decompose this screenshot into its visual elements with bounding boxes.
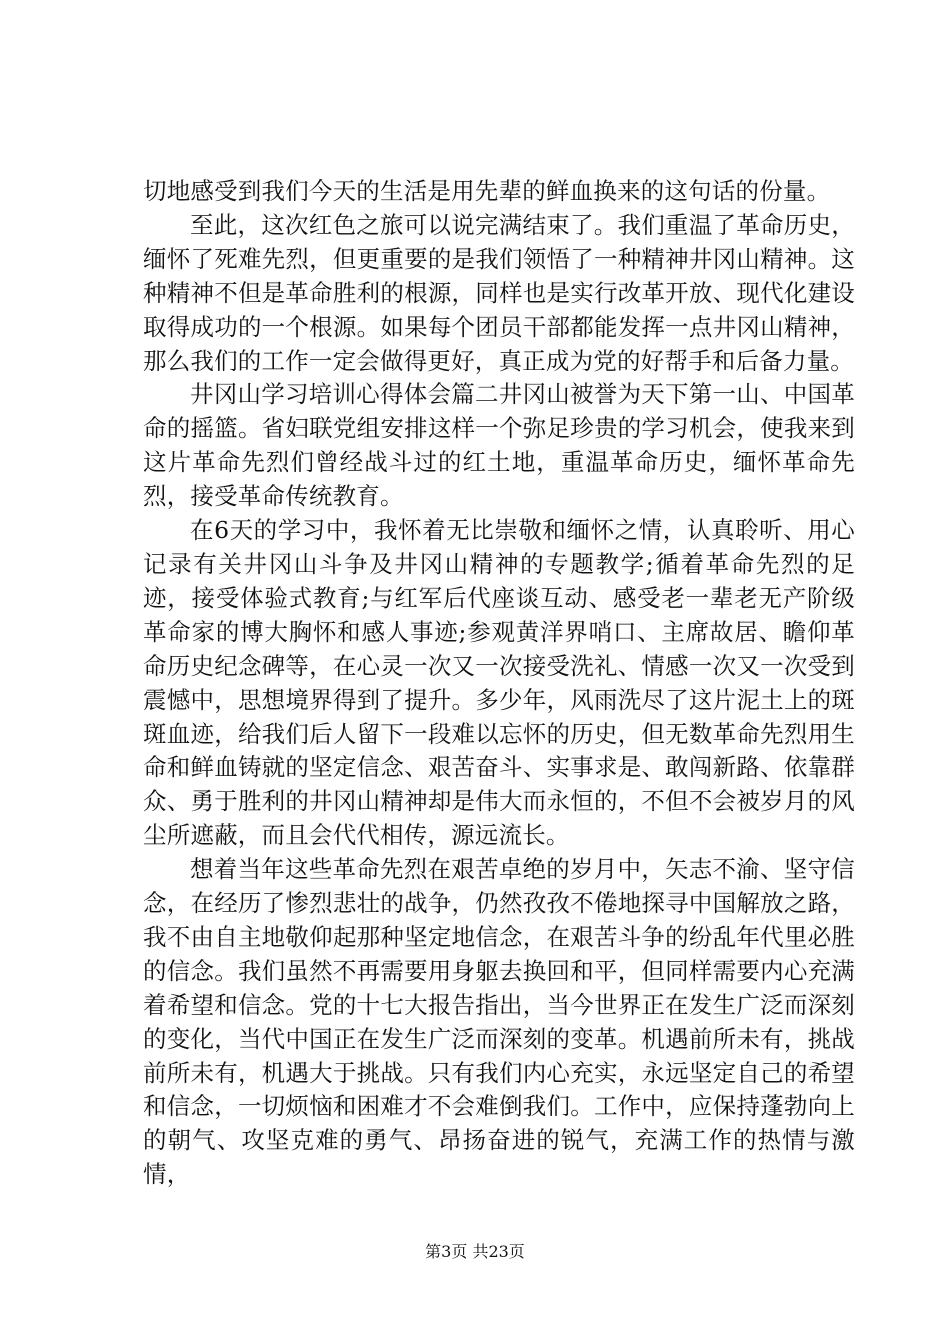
paragraph-continued: 切地感受到我们今天的生活是用先辈的鲜血换来的这句话的份量。 [143, 177, 831, 205]
paragraph: 井冈山学习培训心得体会篇二井冈山被誉为天下第一山、中国革命的摇篮。省妇联党组安排这样一个弥足珍贵的学习机会，使我来到这片革命先烈们曾经战斗过的红土地，重温革命历史，缅怀革命先烈，接受革命传统教育。 [143, 380, 855, 511]
paragraph: 想着当年这些革命先烈在艰苦卓绝的岁月中，矢志不渝、坚守信念，在经历了惨烈悲壮的战争，仍然孜孜不倦地探寻中国解放之路，我不由自主地敬仰起那种坚定地信念，在艰苦斗争的纷乱年代里必胜的信念。我们虽然不再需要用身躯去换回和平，但同样需要内心充满着希望和信念。党的十七大报告指出，当今世界正在发生广泛而深刻的变化，当代中国正在发生广泛而深刻的变革。机遇前所未有，挑战前所未有，机遇大于挑战。只有我们内心充实，永远坚定自己的希望和信念，一切烦恼和困难才不会难倒我们。工作中，应保持蓬勃向上的朝气、攻坚克难的勇气、昂扬奋进的锐气，充满工作的热情与激情， [143, 855, 855, 1189]
document-body [143, 175, 855, 1192]
paragraph: 在6天的学习中，我怀着无比崇敬和缅怀之情，认真聆听、用心记录有关井冈山斗争及井冈山精神的专题教学;循着革命先烈的足迹，接受体验式教育;与红军后代座谈互动、感受老一辈老无产阶级革命家的博大胸怀和感人事迹;参观黄洋界哨口、主席故居、瞻仰革命历史纪念碑等，在心灵一次又一次接受洗礼、情感一次又一次受到震憾中，思想境界得到了提升。多少年，风雨洗尽了这片泥土上的斑斑血迹，给我们后人留下一段难以忘怀的历史，但无数革命先烈用生命和鲜血铸就的坚定信念、艰苦奋斗、实事求是、敢闯新路、依靠群众、勇于胜利的井冈山精神却是伟大而永恒的，不但不会被岁月的风尘所遮蔽，而且会代代相传，源远流长。 [143, 516, 855, 850]
paragraph: 至此，这次红色之旅可以说完满结束了。我们重温了革命历史，缅怀了死难先烈，但更重要的是我们领悟了一种精神井冈山精神。这种精神不但是革命胜利的根源，同样也是实行改革开放、现代化建设取得成功的一个根源。如果每个团员干部都能发挥一点井冈山精神，那么我们的工作一定会做得更好，真正成为党的好帮手和后备力量。 [143, 210, 855, 375]
page-footer: 第3页 共23页 [425, 1242, 525, 1261]
